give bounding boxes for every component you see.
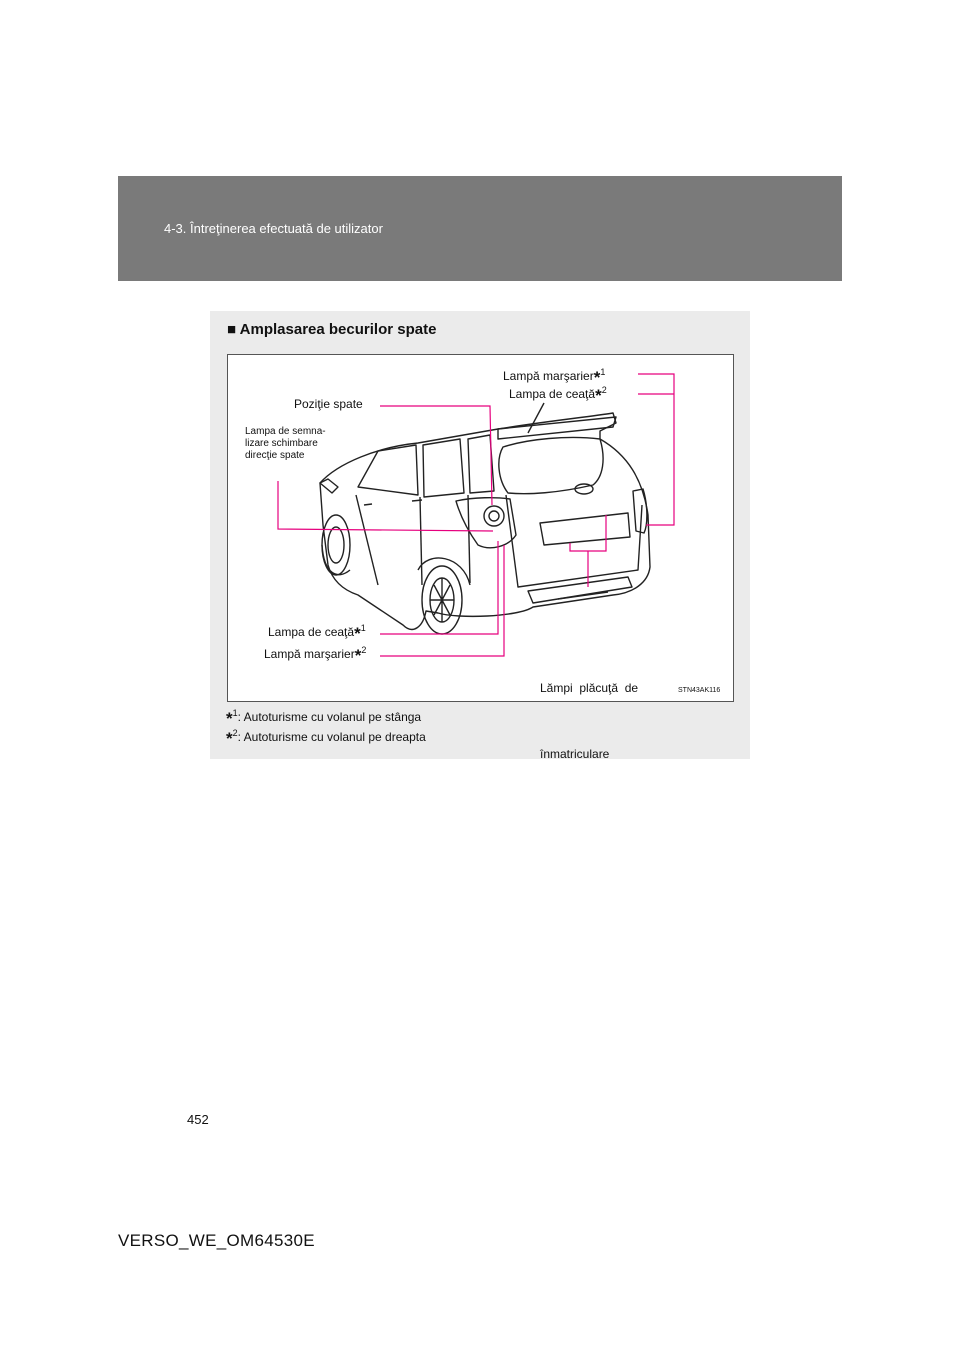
info-panel	[210, 311, 750, 759]
footnote-2: *$^2$: Autoturisme cu volanul pe dreapta	[226, 728, 426, 748]
car-outline	[320, 403, 650, 634]
figure-code: STN43AK116	[678, 687, 721, 694]
footnote-1: *$^1$: Autoturisme cu volanul pe stânga	[226, 708, 422, 728]
star-mark: *	[354, 624, 361, 643]
label-tail-position: Poziţie spate	[294, 397, 363, 411]
document-code: VERSO_WE_OM64530E	[118, 1231, 315, 1250]
label-fog-lamp-1: Lampa de ceaţă*$^1$	[268, 623, 366, 643]
label-plate-lamps: Lămpi plăcuţă de înmatriculare	[540, 681, 639, 761]
page-number: 452	[187, 1112, 209, 1127]
label-reverse-lamp-2: Lampă marşarier*$^2$	[264, 645, 367, 665]
header-band	[118, 176, 842, 281]
footnotes	[226, 706, 426, 746]
star-mark: *	[595, 386, 602, 405]
section-title: ■ Amplasarea becurilor spate	[227, 321, 437, 338]
label-reverse-lamp-1: Lampă marşarier*$^1$	[503, 367, 606, 387]
label-fog-lamp-2: Lampa de ceaţă*$^2$	[509, 385, 607, 405]
label-turn-signal: Lampa de semna- lizare schimbare direcţie spate	[245, 426, 326, 461]
star-mark: *	[354, 646, 362, 665]
star-mark: *	[593, 368, 601, 387]
section-header: 4-3. Întreţinerea efectuată de utilizator	[164, 221, 383, 236]
